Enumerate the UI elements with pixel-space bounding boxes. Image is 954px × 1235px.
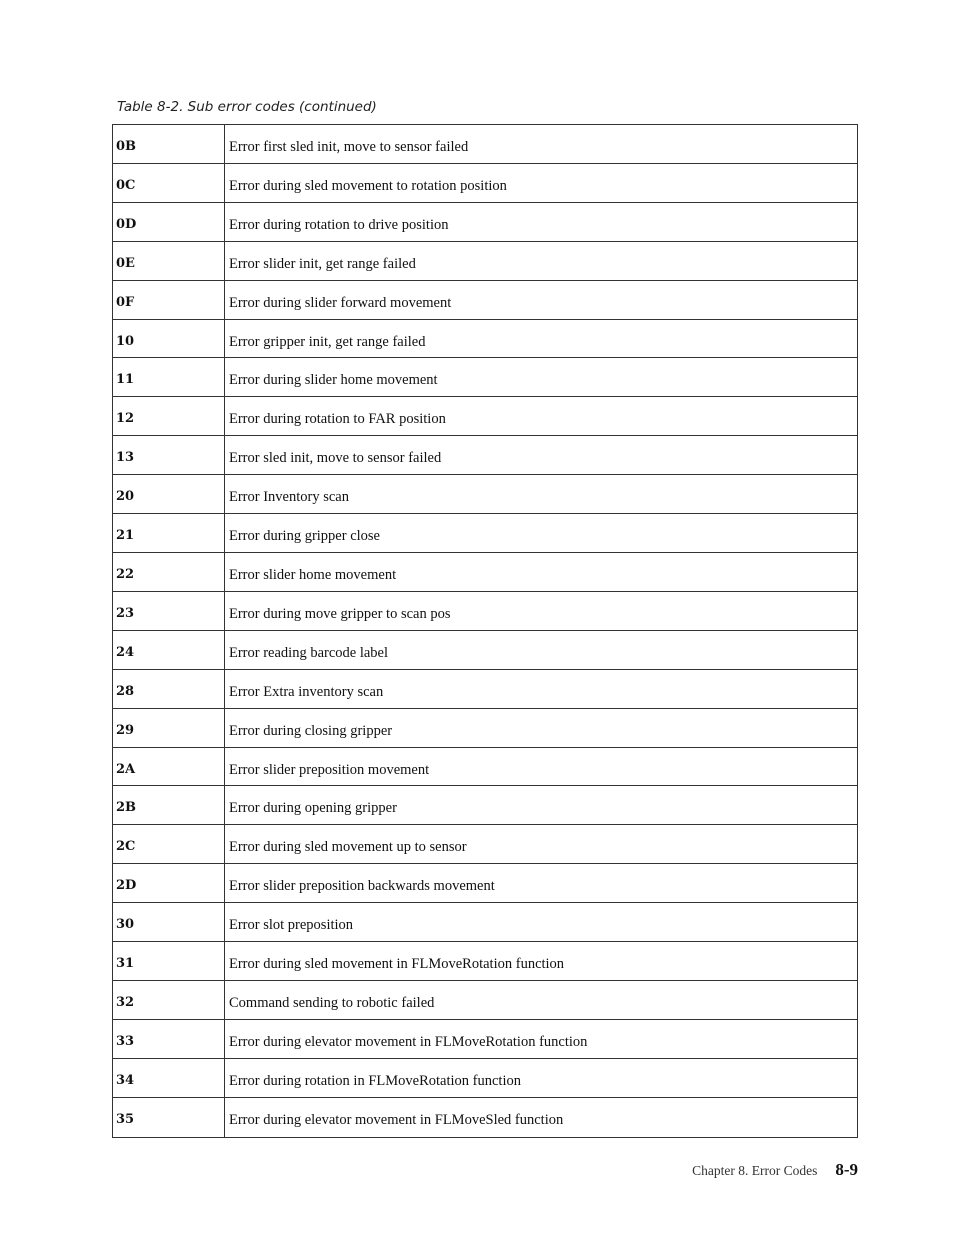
table-row [113, 514, 857, 553]
table-row [113, 942, 857, 981]
table-row [113, 981, 857, 1020]
table-row [113, 786, 857, 825]
error-description-cell: Error during rotation in FLMoveRotation function [229, 1072, 521, 1089]
table-row [113, 709, 857, 748]
error-description-cell: Error first sled init, move to sensor failed [229, 139, 469, 155]
error-description-cell: Error slider home movement [229, 566, 397, 583]
table-row [113, 358, 857, 397]
error-code-cell: 21 [113, 514, 225, 552]
error-description-cell: Error during gripper close [229, 528, 380, 545]
error-description-cell: Error slider init, get range failed [229, 255, 416, 272]
error-code-cell: 2B [113, 786, 225, 824]
error-code-cell: 33 [113, 1020, 225, 1058]
table-row [113, 397, 857, 436]
error-code-cell: 0B [113, 125, 225, 163]
table-row [113, 475, 857, 514]
table-row [113, 592, 857, 631]
error-description-cell: Error slider preposition backwards movement [229, 878, 495, 895]
error-code-cell: 10 [113, 320, 225, 358]
chapter-title: Chapter 8. Error Codes [692, 1163, 818, 1178]
table-row [113, 553, 857, 592]
page-footer [692, 1160, 858, 1180]
table-row [113, 748, 857, 787]
error-code-cell: 2D [113, 864, 225, 902]
error-description-cell: Error during closing gripper [229, 722, 393, 739]
table-row [113, 631, 857, 670]
error-code-cell: 0F [113, 281, 225, 319]
error-description-cell: Error during sled movement in FLMoveRotation function [229, 956, 565, 973]
error-description-cell: Error during move gripper to scan pos [229, 605, 451, 622]
table-row [113, 320, 857, 359]
error-code-cell: 31 [113, 942, 225, 980]
sub-error-codes-table [112, 124, 858, 1138]
error-code-cell: 23 [113, 592, 225, 630]
error-code-cell: 24 [113, 631, 225, 669]
error-description-cell: Error during elevator movement in FLMoveSled function [229, 1111, 564, 1128]
error-code-cell: 22 [113, 553, 225, 591]
error-code-cell: 0C [113, 164, 225, 202]
error-description-cell: Error during rotation to FAR position [229, 411, 446, 428]
table-row [113, 1020, 857, 1059]
error-description-cell: Error during slider home movement [229, 372, 438, 389]
error-description-cell: Error Extra inventory scan [229, 683, 384, 700]
error-description-cell: Error during elevator movement in FLMoveRotation function [229, 1033, 588, 1050]
error-code-cell: 29 [113, 709, 225, 747]
error-code-cell: 20 [113, 475, 225, 513]
error-code-cell: 30 [113, 903, 225, 941]
error-description-cell: Error during slider forward movement [229, 294, 452, 311]
error-description-cell: Error slider preposition movement [229, 761, 430, 778]
table-row [113, 825, 857, 864]
error-code-cell: 35 [113, 1098, 225, 1137]
error-description-cell: Error gripper init, get range failed [229, 333, 426, 350]
page-number: 8-9 [835, 1160, 858, 1179]
error-description-cell: Command sending to robotic failed [229, 994, 435, 1011]
error-description-cell: Error during sled movement up to sensor [229, 839, 467, 856]
table-caption: Table 8-2. Sub error codes (continued) [117, 99, 377, 115]
error-code-cell: 0D [113, 203, 225, 241]
error-code-cell: 2A [113, 748, 225, 786]
error-description-cell: Error sled init, move to sensor failed [229, 450, 442, 467]
error-description-cell: Error reading barcode label [229, 644, 389, 661]
table-row [113, 670, 857, 709]
table-row [113, 242, 857, 281]
table-row [113, 864, 857, 903]
error-description-cell: Error during sled movement to rotation position [229, 177, 507, 194]
table-row [113, 203, 857, 242]
table-row [113, 903, 857, 942]
error-description-cell: Error slot preposition [229, 917, 354, 934]
table-row [113, 1059, 857, 1098]
table-row [113, 164, 857, 203]
error-code-cell: 2C [113, 825, 225, 863]
table-row [113, 281, 857, 320]
table-row [113, 125, 857, 164]
error-description-cell: Error during opening gripper [229, 800, 397, 817]
table-row [113, 436, 857, 475]
error-code-cell: 28 [113, 670, 225, 708]
table-row [113, 1098, 857, 1137]
error-description-cell: Error Inventory scan [229, 489, 349, 506]
error-code-cell: 11 [113, 358, 225, 396]
error-code-cell: 13 [113, 436, 225, 474]
error-code-cell: 34 [113, 1059, 225, 1097]
error-code-cell: 32 [113, 981, 225, 1019]
error-code-cell: 0E [113, 242, 225, 280]
error-code-cell: 12 [113, 397, 225, 435]
error-description-cell: Error during rotation to drive position [229, 216, 449, 233]
